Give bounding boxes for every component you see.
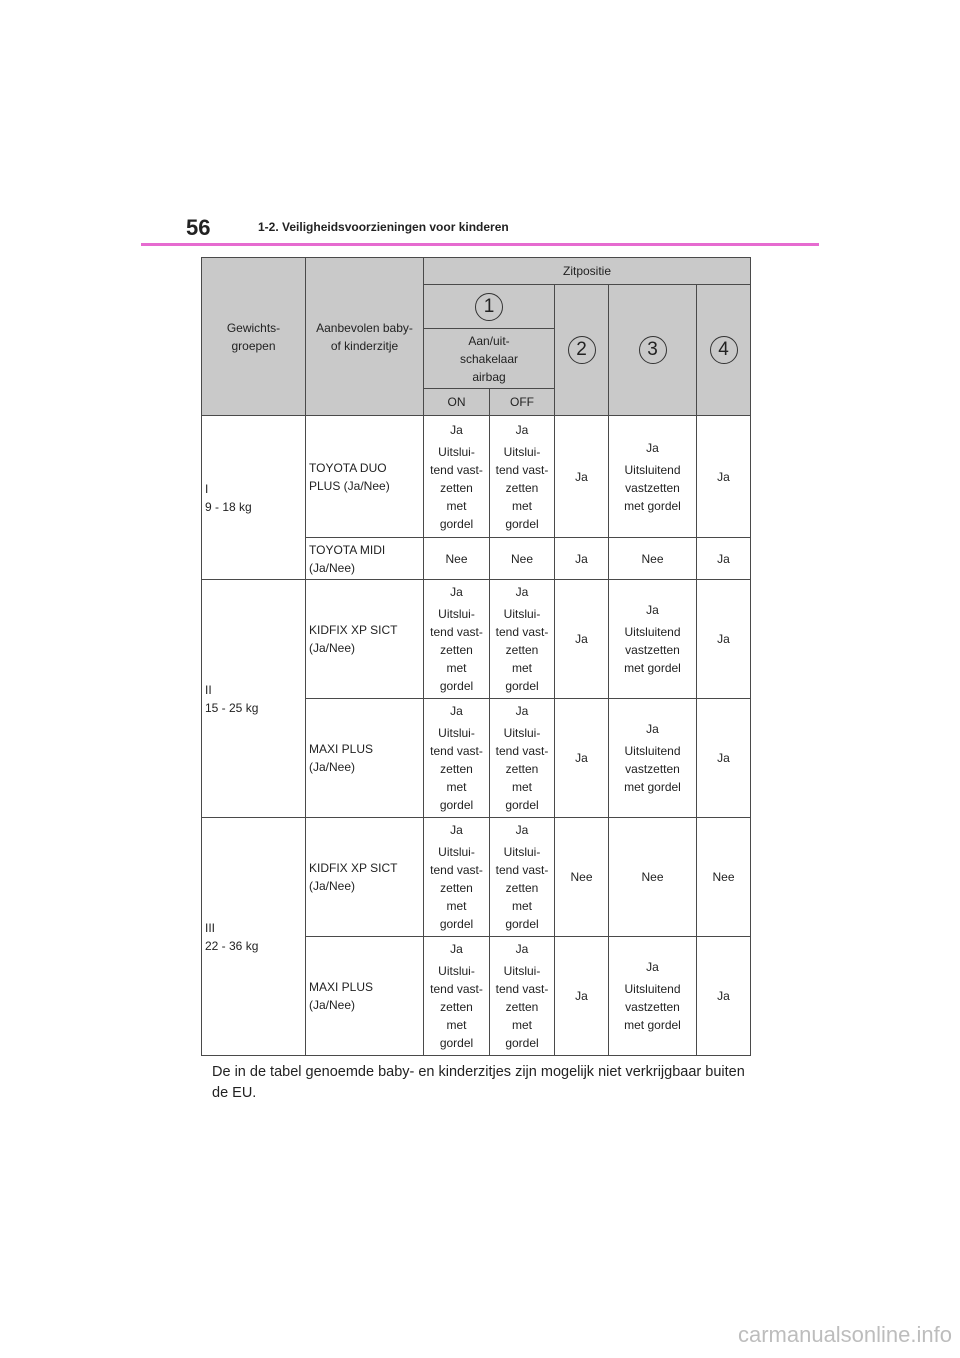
- cell-pos3: Ja Uitsluitend vastzetten met gordel: [609, 699, 697, 818]
- cell-pos3: Ja Uitsluitend vastzetten met gordel: [609, 416, 697, 538]
- header-airbag-switch: Aan/uit- schakelaar airbag: [424, 329, 555, 389]
- cell-pos3: Ja Uitsluitend vastzetten met gordel: [609, 580, 697, 699]
- header-weight-group: Gewichts- groepen: [202, 258, 306, 416]
- cell-pos4: Ja: [697, 416, 751, 538]
- cell-pos2: Ja: [555, 699, 609, 818]
- header-seat-position: Zitpositie: [424, 258, 751, 285]
- group-label-I: I 9 - 18 kg: [202, 416, 306, 580]
- cell-pos2: Ja: [555, 538, 609, 580]
- seat-name: MAXI PLUS (Ja/Nee): [306, 699, 424, 818]
- cell-pos4: Ja: [697, 538, 751, 580]
- header-position-4: [697, 285, 751, 416]
- seat-name: KIDFIX XP SICT (Ja/Nee): [306, 580, 424, 699]
- header-position-3: [609, 285, 697, 416]
- cell-pos4: Ja: [697, 580, 751, 699]
- cell-pos3: Ja Uitsluitend vastzetten met gordel: [609, 937, 697, 1056]
- cell-on: Ja Uitslui- tend vast- zetten met gordel: [424, 818, 490, 937]
- cell-pos4: Ja: [697, 937, 751, 1056]
- cell-on: Ja Uitslui- tend vast- zetten met gordel: [424, 699, 490, 818]
- cell-pos3: Nee: [609, 538, 697, 580]
- seat-name: TOYOTA DUO PLUS (Ja/Nee): [306, 416, 424, 538]
- cell-on: Ja Uitslui- tend vast- zetten met gordel: [424, 580, 490, 699]
- position-2-icon: 2: [568, 336, 596, 364]
- group-label-III: III 22 - 36 kg: [202, 818, 306, 1056]
- footnote: De in de tabel genoemde baby- en kinderzitjes zijn mogelijk niet verkrijgbaar buiten de EU.: [212, 1064, 745, 1101]
- header-rule: [141, 243, 819, 246]
- cell-off: Ja Uitslui- tend vast- zetten met gordel: [490, 937, 555, 1056]
- seat-name: KIDFIX XP SICT (Ja/Nee): [306, 818, 424, 937]
- group-label-II: II 15 - 25 kg: [202, 580, 306, 818]
- header-off: OFF: [490, 389, 555, 416]
- seat-name: TOYOTA MIDI (Ja/Nee): [306, 538, 424, 580]
- cell-on: Ja Uitslui- tend vast- zetten met gordel: [424, 416, 490, 538]
- cell-pos2: Nee: [555, 818, 609, 937]
- position-3-icon: 3: [639, 336, 667, 364]
- header-on: ON: [424, 389, 490, 416]
- seat-suitability-table: [201, 257, 751, 1056]
- cell-off: Ja Uitslui- tend vast- zetten met gordel: [490, 416, 555, 538]
- watermark: carmanualsonline.info: [737, 1322, 952, 1347]
- header-position-2: [555, 285, 609, 416]
- section-title: 1-2. Veiligheidsvoorzieningen voor kinderen: [258, 220, 509, 234]
- cell-pos4: Ja: [697, 699, 751, 818]
- header-recommended-seat: Aanbevolen baby- of kinderzitje: [306, 258, 424, 416]
- position-4-icon: 4: [710, 336, 738, 364]
- cell-off: Ja Uitslui- tend vast- zetten met gordel: [490, 818, 555, 937]
- cell-on: Ja Uitslui- tend vast- zetten met gordel: [424, 937, 490, 1056]
- cell-off: Nee: [490, 538, 555, 580]
- cell-off: Ja Uitslui- tend vast- zetten met gordel: [490, 580, 555, 699]
- page-number: 56: [186, 215, 211, 240]
- cell-pos2: Ja: [555, 937, 609, 1056]
- cell-on: Nee: [424, 538, 490, 580]
- cell-pos2: Ja: [555, 416, 609, 538]
- cell-pos2: Ja: [555, 580, 609, 699]
- seat-name: MAXI PLUS (Ja/Nee): [306, 937, 424, 1056]
- header-position-1: [424, 285, 555, 329]
- cell-pos4: Nee: [697, 818, 751, 937]
- cell-off: Ja Uitslui- tend vast- zetten met gordel: [490, 699, 555, 818]
- cell-pos3: Nee: [609, 818, 697, 937]
- position-1-icon: 1: [475, 293, 503, 321]
